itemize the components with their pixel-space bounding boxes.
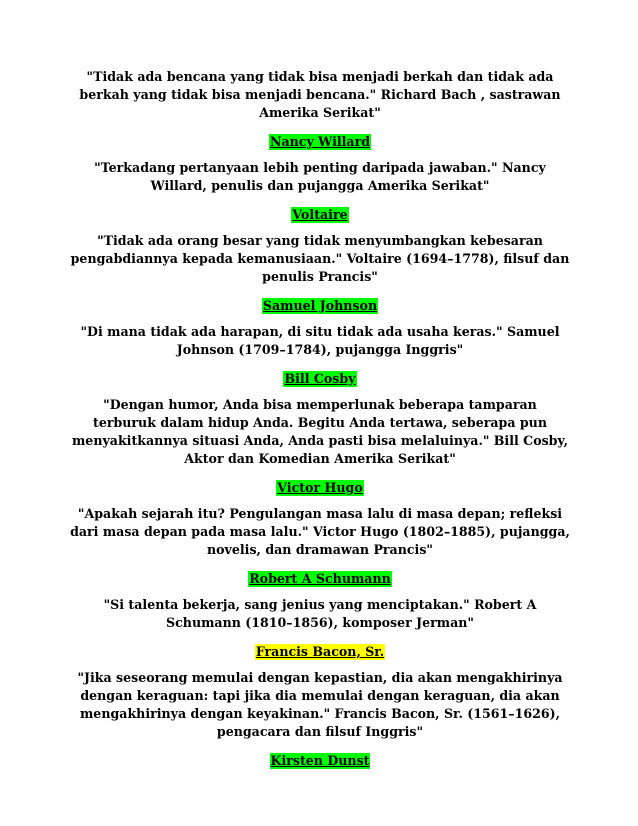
name-row [70,205,570,223]
document-page [70,68,570,778]
quote-victor-hugo: "Apakah sejarah itu? Pengulangan masa lalu di masa depan; refleksi dari masa depan pada masa lalu." Victor Hugo (1802–1885), pujangga, novelis, dan dramawan Prancis" [70,506,570,557]
name-row [70,132,570,150]
name-heading-victor-hugo: Victor Hugo [277,480,363,495]
name-heading-voltaire: Voltaire [292,207,348,222]
quote-francis-bacon: "Jika seseorang memulai dengan kepastian, dia akan mengakhirinya dengan keraguan: tapi jika dia memulai dengan keraguan, dia akan mengakhirinya dengan keyakinan." Francis Bacon, Sr. (1561–1626), pengacara dan filsuf Inggris" [77,670,563,739]
name-row [70,369,570,387]
quote-samuel-johnson: "Di mana tidak ada harapan, di situ tidak ada usaha keras." Samuel Johnson (1709–1784), pujangga Inggris" [80,324,560,357]
name-row [70,296,570,314]
name-heading-kirsten-dunst: Kirsten Dunst [270,753,370,768]
name-row [70,569,570,587]
name-heading-samuel-johnson: Samuel Johnson [262,298,378,313]
name-heading-francis-bacon: Francis Bacon, Sr. [255,644,385,659]
name-heading-robert-schumann: Robert A Schumann [249,571,391,586]
quote-richard-bach: "Tidak ada bencana yang tidak bisa menjadi berkah dan tidak ada berkah yang tidak bisa menjadi bencana." Richard Bach , sastrawan Amerika Serikat" [79,69,561,120]
quote-nancy-willard: "Terkadang pertanyaan lebih penting daripada jawaban." Nancy Willard, penulis dan pujangga Amerika Serikat" [94,160,546,193]
quote-robert-schumann: "Si talenta bekerja, sang jenius yang menciptakan." Robert A Schumann (1810–1856), komposer Jerman" [103,597,537,630]
quote-bill-cosby: "Dengan humor, Anda bisa memperlunak beberapa tamparan terburuk dalam hidup Anda. Begitu Anda tertawa, seberapa pun menyakitkannya situasi Anda, Anda pasti bisa melaluinya." Bill Cosby, Aktor dan Komedian Amerika Serikat" [71,397,568,466]
name-heading-nancy-willard: Nancy Willard [269,134,371,149]
name-row [70,478,570,496]
quote-voltaire: "Tidak ada orang besar yang tidak menyumbangkan kebesaran pengabdiannya kepada kemanusiaan." Voltaire (1694–1778), filsuf dan penulis Prancis" [70,233,570,284]
name-row [70,751,570,769]
name-heading-bill-cosby: Bill Cosby [284,371,356,386]
name-row [70,642,570,660]
